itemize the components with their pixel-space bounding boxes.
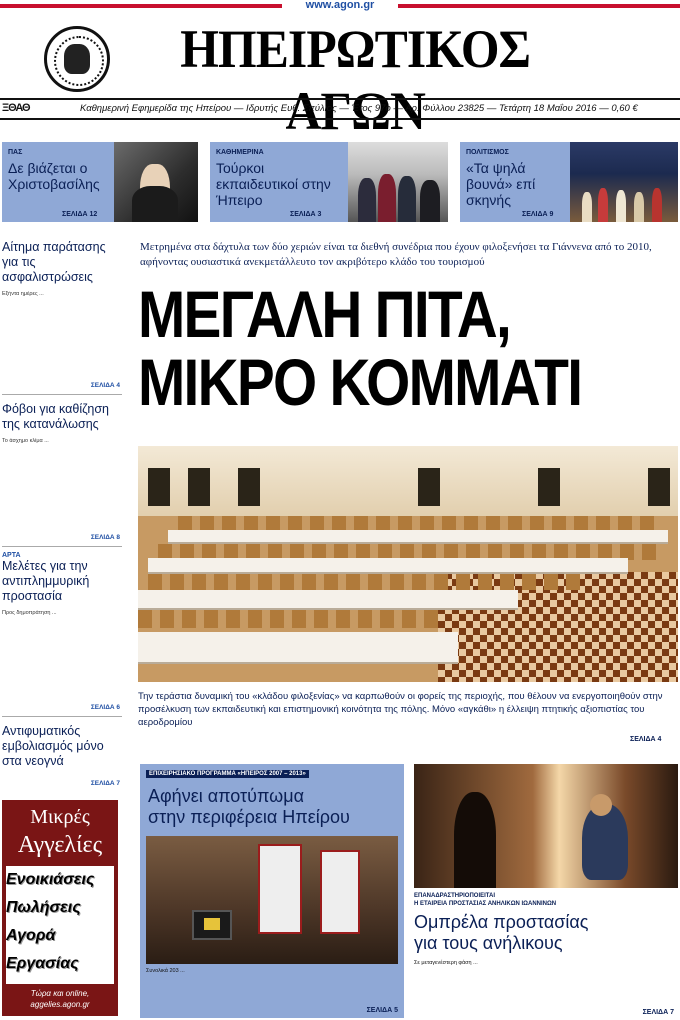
main-page: ΣΕΛΙΔΑ 4	[630, 736, 662, 743]
website-link[interactable]: www.agon.gr	[305, 0, 375, 11]
main-headline-line2: ΜΙΚΡΟ ΚΟΜΜΑΤΙ	[138, 345, 582, 419]
sidebar-headline: Αίτημα παράτασης για τις ασφαλιστρώσεις	[2, 240, 106, 284]
sidebar-article-consumption[interactable]	[2, 402, 122, 494]
teaser-culture[interactable]	[460, 142, 678, 222]
classifieds-footer-link[interactable]: aggelies.agon.gr	[30, 1000, 90, 1009]
teaser-headline: «Τα ψηλά βουνά» επί σκηνής	[466, 160, 536, 208]
top-rule-right	[398, 4, 680, 8]
small-logo: ΞΘΑΘ	[2, 102, 30, 114]
sidebar-page: ΣΕΛΙΔΑ 7	[90, 780, 120, 787]
newspaper-title: ΗΠΕΙΡΩΤΙΚΟΣ ΑΓΩΝ	[180, 19, 531, 141]
article-headline-line1: Ομπρέλα προστασίας	[414, 912, 589, 932]
collage-word: Εργασίας	[6, 955, 79, 972]
teaser-headline: Τούρκοι εκπαιδευτικοί στην Ήπειρο	[216, 160, 331, 208]
sidebar-body: Το άσχημο κλίμα ...	[2, 438, 49, 444]
article-regional-program[interactable]	[140, 764, 404, 1018]
article-body: Σε μεταγενέστερη φάση ...	[414, 960, 478, 966]
main-headline[interactable]	[138, 277, 602, 419]
divider	[2, 546, 122, 547]
teaser-photo	[114, 142, 198, 222]
teaser-tag: ΚΑΘΗΜΕΡΙΝΑ	[216, 149, 264, 156]
classifieds-box[interactable]	[2, 800, 118, 1016]
article-child-protection[interactable]	[414, 764, 678, 1018]
article-photo	[146, 836, 398, 964]
issue-info-line	[0, 98, 680, 120]
teaser-photo	[570, 142, 678, 222]
article-tag-line2: Η ΕΤΑΙΡΕΙΑ ΠΡΟΣΤΑΣΙΑΣ ΑΝΗΛΙΚΩΝ ΙΩΑΝΝΙΝΩΝ	[414, 901, 557, 907]
classifieds-collage	[6, 866, 114, 984]
teaser-page: ΣΕΛΙΔΑ 9	[522, 211, 554, 218]
classifieds-word2: Αγγελίες	[17, 832, 103, 858]
teaser-headline: Δε βιάζεται ο Χριστοβασίλης	[8, 160, 100, 192]
article-headline-line1: Αφήνει αποτύπωμα	[148, 786, 304, 806]
main-headline-line1: ΜΕΓΑΛΗ ΠΙΤΑ,	[138, 277, 511, 351]
divider	[2, 394, 122, 395]
teaser-teachers[interactable]	[210, 142, 448, 222]
sidebar-body: Προς δημοπράτηση ...	[2, 610, 57, 616]
main-kicker: Μετρημένα στα δάχτυλα των δύο χεριών είναι τα διεθνή συνέδρια που έχουν φιλοξενήσει τα Γιάννενα από το 2010, αφήνοντας ουσιαστικά ανεκμετάλλευτο τον ακριβότερο κλάδο του τουρισμού	[140, 241, 652, 268]
top-rule-left	[0, 4, 282, 8]
sidebar-headline: Αντιφυματικός εμβολιασμός μόνο στα νεογνά	[2, 724, 104, 768]
teaser-page: ΣΕΛΙΔΑ 3	[290, 211, 322, 218]
teaser-sports[interactable]	[2, 142, 198, 222]
sidebar-article-vaccination[interactable]	[2, 724, 122, 769]
article-photo	[414, 764, 678, 888]
article-headline-line2: για τους ανήλικους	[414, 933, 563, 953]
collage-word: Ενοικιάσεις	[6, 871, 95, 888]
article-tag	[414, 892, 556, 908]
sidebar-page: ΣΕΛΙΔΑ 8	[90, 534, 120, 541]
sidebar-page: ΣΕΛΙΔΑ 6	[90, 704, 120, 711]
issue-info-text: Καθημερινή Εφημερίδα της Ηπείρου — Ιδρυτής Ευθ. Σπύλιος — Έτος 97ο — Αρ. Φύλλου 23825 — Τετάρτη 18 Μαΐου 2016 — 0,60 €	[80, 103, 638, 114]
teaser-tag: ΠΑΣ	[8, 149, 23, 156]
classifieds-footer-line1: Τώρα και online,	[30, 989, 90, 998]
sidebar-headline: Μελέτες για την αντιπλημμυρική προστασία	[2, 559, 90, 603]
article-headline-line2: στην περιφέρεια Ηπείρου	[148, 807, 350, 827]
main-photo-conference-hall	[138, 446, 678, 682]
article-body: Συνολικά 203 ...	[146, 968, 185, 974]
classifieds-footer	[2, 988, 118, 1010]
top-bar	[0, 0, 680, 14]
sidebar-tag: ΑΡΤΑ	[2, 552, 21, 559]
classifieds-word1: Μικρές	[30, 806, 90, 828]
article-headline	[414, 912, 588, 954]
sidebar-page: ΣΕΛΙΔΑ 4	[90, 382, 120, 389]
article-tag-line1: ΕΠΑΝΑΔΡΑΣΤΗΡΙΟΠΟΙΕΙΤΑΙ	[414, 893, 496, 899]
sidebar-body: Εξήντα ημέρες ...	[2, 291, 44, 297]
sidebar-article-insurance[interactable]	[2, 240, 122, 347]
article-headline	[148, 786, 350, 828]
seal-icon	[44, 26, 110, 92]
article-tag: ΕΠΙΧΕΙΡΗΣΙΑΚΟ ΠΡΟΓΡΑΜΜΑ «ΗΠΕΙΡΟΣ 2007 – 2013»	[146, 770, 309, 778]
teaser-tag: ΠΟΛΙΤΙΣΜΟΣ	[466, 149, 509, 156]
sidebar-article-flood[interactable]	[2, 552, 122, 666]
teaser-photo	[348, 142, 448, 222]
teaser-page: ΣΕΛΙΔΑ 12	[62, 211, 98, 218]
collage-word: Αγορά	[6, 927, 56, 944]
article-page: ΣΕΛΙΔΑ 7	[642, 1009, 674, 1016]
divider	[2, 716, 122, 717]
collage-word: Πωλήσεις	[6, 899, 81, 916]
main-caption: Την τεράστια δυναμική του «κλάδου φιλοξενίας» να καρπωθούν οι φορείς της περιοχής, που θέλουν να ενεργοποιηθούν στην προσέλκυση των εκπαιδευτική και επιστημονική κοινότητα της πόλης. Μόνο «αγκάθι» η έλλειψη πτητικής αξιοπιστίας του αεροδρομίου	[138, 691, 663, 728]
article-page: ΣΕΛΙΔΑ 5	[366, 1007, 398, 1014]
sidebar-headline: Φόβοι για καθίζηση της κατανάλωσης	[2, 402, 110, 431]
